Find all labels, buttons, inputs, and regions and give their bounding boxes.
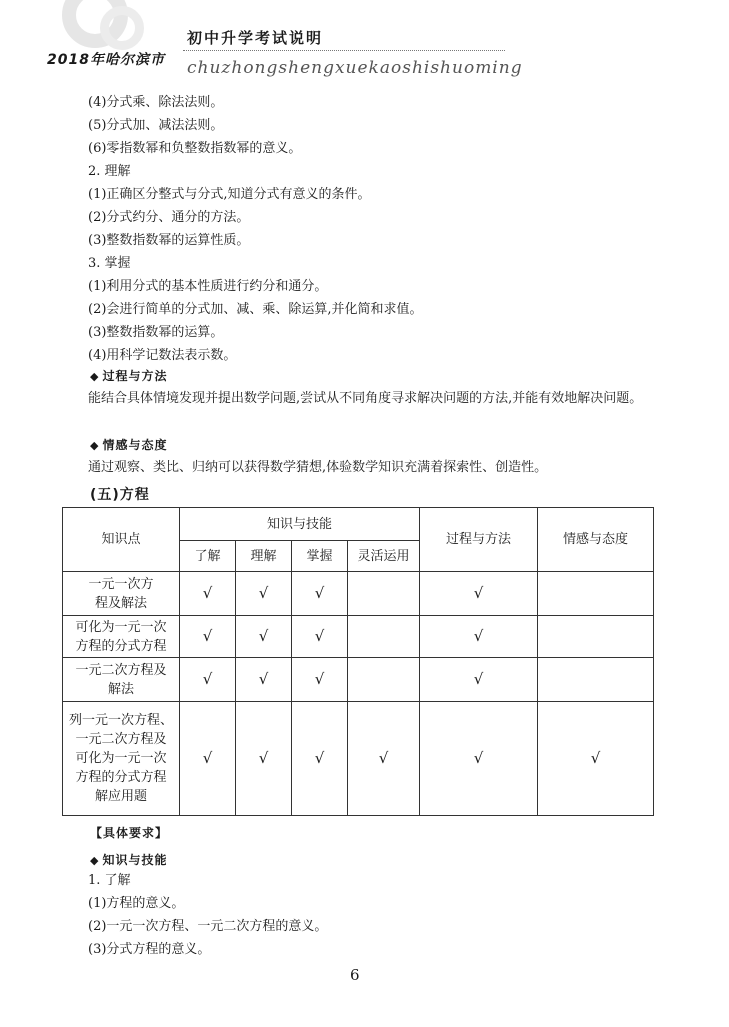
text-line: (1)正确区分整式与分式,知道分式有意义的条件。 (88, 187, 371, 202)
checkmark-icon: √ (258, 583, 269, 602)
requirements-skills-heading: ◆ 知识与技能 (90, 853, 168, 867)
header-logo-ring-small (100, 6, 144, 50)
check-cell (348, 572, 420, 616)
table-row (63, 658, 654, 702)
check-cell (420, 702, 538, 816)
knowledge-point-line: 程及解法 (94, 595, 147, 611)
check-cell (538, 572, 654, 616)
text-line: (4)分式乘、除法法则。 (88, 95, 224, 110)
checkmark-icon: √ (473, 583, 484, 602)
check-cell (538, 658, 654, 702)
text-line: (1)方程的意义。 (88, 896, 185, 911)
check-cell (538, 702, 654, 816)
equation-skills-table (62, 507, 654, 816)
text-line: (3)整数指数幂的运算性质。 (88, 233, 250, 248)
table-body (63, 572, 654, 816)
diamond-bullet-icon: ◆ (90, 370, 100, 383)
header-year-city: 2018年哈尔滨市 (47, 52, 165, 68)
knowledge-point-line: 解法 (107, 681, 134, 697)
check-cell (348, 616, 420, 658)
check-cell (292, 702, 348, 816)
check-cell (180, 616, 236, 658)
subheading-understand: 2. 理解 (88, 164, 131, 179)
text-line: (5)分式加、减法法则。 (88, 118, 224, 133)
section-title: (五)方程 (90, 487, 150, 503)
page-number: 6 (350, 966, 360, 984)
knowledge-point-cell (63, 616, 180, 658)
text-line: (3)整数指数幂的运算。 (88, 325, 224, 340)
check-cell (236, 616, 292, 658)
check-cell (236, 658, 292, 702)
check-cell (236, 572, 292, 616)
text-line: (6)零指数幂和负整数指数幂的意义。 (88, 141, 302, 156)
checkmark-icon: √ (473, 626, 484, 645)
knowledge-point-line: 一元二次方程及 (75, 732, 167, 747)
check-cell (420, 658, 538, 702)
check-cell (292, 572, 348, 616)
checkmark-icon: √ (590, 748, 601, 767)
header-skills: 知识与技能 (180, 508, 420, 541)
table-row (63, 572, 654, 616)
text-line: (2)会进行简单的分式加、减、乘、除运算,并化简和求值。 (88, 302, 423, 317)
header-title: 初中升学考试说明 (187, 29, 324, 47)
header-process: 过程与方法 (420, 508, 538, 572)
text-line: (1)利用分式的基本性质进行约分和通分。 (88, 279, 328, 294)
knowledge-point-line: 方程的分式方程 (75, 638, 167, 654)
knowledge-point-line: 解应用题 (94, 789, 147, 804)
subheader-cell: 灵活运用 (348, 541, 420, 572)
header-divider (183, 50, 505, 51)
checkmark-icon: √ (314, 626, 325, 645)
checkmark-icon: √ (258, 748, 269, 767)
text-line: (2)一元一次方程、一元二次方程的意义。 (88, 919, 328, 934)
checkmark-icon: √ (314, 583, 325, 602)
check-cell (420, 616, 538, 658)
check-cell (180, 658, 236, 702)
check-cell (420, 572, 538, 616)
diamond-bullet-icon: ◆ (90, 439, 100, 452)
process-heading: ◆ 过程与方法 (90, 369, 168, 383)
knowledge-point-line: 一元二次方程及 (75, 662, 167, 678)
attitude-heading: ◆ 情感与态度 (90, 438, 168, 452)
check-cell (348, 702, 420, 816)
check-cell (292, 616, 348, 658)
header-pinyin: chuzhongshengxuekaoshishuoming (187, 58, 523, 78)
check-cell (292, 658, 348, 702)
checkmark-icon: √ (202, 583, 213, 602)
diamond-bullet-icon: ◆ (90, 854, 100, 867)
checkmark-icon: √ (202, 748, 213, 767)
process-paragraph: 能结合具体情境发现并提出数学问题,尝试从不同角度寻求解决问题的方法,并能有效地解决问题。 (88, 391, 643, 406)
knowledge-point-line: 方程的分式方程 (75, 770, 167, 785)
check-cell (348, 658, 420, 702)
knowledge-point-line: 一元一次方 (88, 576, 154, 592)
checkmark-icon: √ (378, 748, 389, 767)
knowledge-point-cell (63, 702, 180, 816)
table-row (63, 616, 654, 658)
requirements-title: 【具体要求】 (90, 826, 169, 840)
header-knowledge-point: 知识点 (63, 508, 180, 572)
check-cell (538, 616, 654, 658)
header-attitude: 情感与态度 (538, 508, 654, 572)
checkmark-icon: √ (202, 626, 213, 645)
knowledge-point-line: 可化为一元一次 (75, 619, 167, 635)
text-line: (4)用科学记数法表示数。 (88, 348, 237, 363)
checkmark-icon: √ (473, 748, 484, 767)
subheader-cell: 理解 (236, 541, 292, 572)
checkmark-icon: √ (258, 626, 269, 645)
knowledge-point-line: 列一元一次方程、 (68, 713, 173, 728)
knowledge-point-cell (63, 572, 180, 616)
subheading-master: 3. 掌握 (88, 256, 131, 271)
text-line: (3)分式方程的意义。 (88, 942, 211, 957)
checkmark-icon: √ (473, 669, 484, 688)
subheading-know: 1. 了解 (88, 873, 131, 888)
checkmark-icon: √ (258, 669, 269, 688)
checkmark-icon: √ (314, 669, 325, 688)
table-row (63, 702, 654, 816)
text-line: (2)分式约分、通分的方法。 (88, 210, 250, 225)
check-cell (180, 572, 236, 616)
checkmark-icon: √ (314, 748, 325, 767)
knowledge-point-line: 可化为一元一次 (75, 751, 167, 766)
check-cell (180, 702, 236, 816)
checkmark-icon: √ (202, 669, 213, 688)
check-cell (236, 702, 292, 816)
attitude-paragraph: 通过观察、类比、归纳可以获得数学猜想,体验数学知识充满着探索性、创造性。 (88, 460, 548, 475)
subheader-cell: 掌握 (292, 541, 348, 572)
subheader-cell: 了解 (180, 541, 236, 572)
knowledge-point-cell (63, 658, 180, 702)
